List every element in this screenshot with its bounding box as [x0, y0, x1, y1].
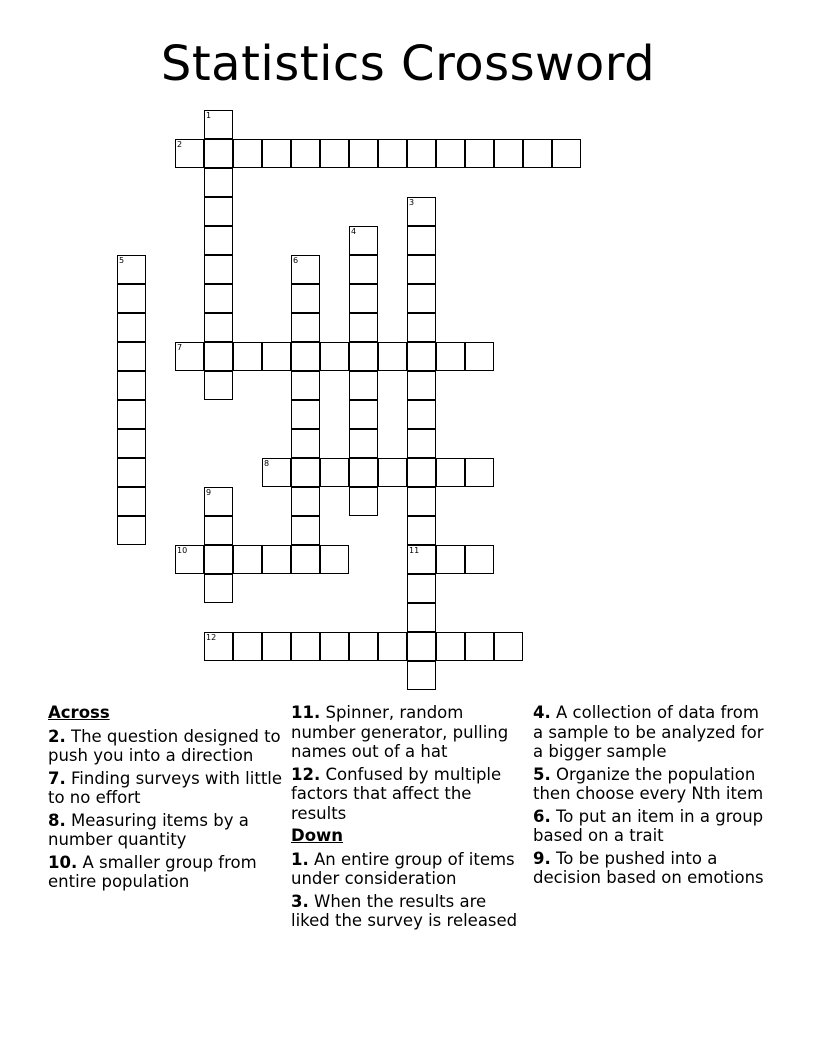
grid-cell [407, 371, 436, 400]
grid-cell [407, 458, 436, 487]
grid-cell [233, 632, 262, 661]
grid-cell [378, 342, 407, 371]
grid-cell [291, 632, 320, 661]
cell-number: 11 [409, 546, 420, 555]
grid-cell [349, 255, 378, 284]
grid-cell [320, 545, 349, 574]
clue-across-8 [48, 811, 284, 850]
grid-cell [262, 342, 291, 371]
grid-cell [117, 313, 146, 342]
clue-text: Finding surveys with little to no effort [48, 768, 283, 807]
grid-cell [291, 429, 320, 458]
clue-number: 5. [533, 764, 551, 784]
clue-text: Confused by multiple factors that affect the results [291, 764, 502, 823]
grid-cell [436, 632, 465, 661]
grid-cell [262, 545, 291, 574]
cell-number: 5 [119, 256, 125, 265]
cell-number: 6 [293, 256, 299, 265]
clue-across-12 [291, 765, 527, 824]
grid-cell [204, 487, 233, 516]
grid-cell [262, 632, 291, 661]
grid-cell [407, 545, 436, 574]
grid-cell [320, 139, 349, 168]
grid-cell [349, 400, 378, 429]
clue-down-5 [533, 765, 769, 804]
cell-number: 9 [206, 488, 212, 497]
grid-cell [291, 342, 320, 371]
grid-cell [407, 429, 436, 458]
grid-cell [407, 226, 436, 255]
clue-down-3 [291, 892, 527, 931]
grid-cell [378, 139, 407, 168]
across-heading: Across [48, 703, 110, 722]
grid-cell [465, 632, 494, 661]
grid-cell [291, 255, 320, 284]
grid-cell [233, 545, 262, 574]
grid-cell [349, 371, 378, 400]
grid-cell [349, 226, 378, 255]
grid-cell [407, 313, 436, 342]
grid-cell [407, 661, 436, 690]
clue-text: Organize the population then choose every Nth item [533, 764, 764, 803]
clue-number: 8. [48, 810, 66, 830]
clue-number: 1. [291, 849, 309, 869]
grid-cell [117, 487, 146, 516]
grid-cell [378, 632, 407, 661]
grid-cell [291, 313, 320, 342]
grid-cell [407, 139, 436, 168]
grid-cell [204, 168, 233, 197]
grid-cell [407, 342, 436, 371]
clue-number: 12. [291, 764, 321, 784]
grid-cell [552, 139, 581, 168]
grid-cell [407, 487, 436, 516]
grid-cell [291, 487, 320, 516]
grid-cell [291, 516, 320, 545]
grid-cell [465, 545, 494, 574]
clue-text: A smaller group from entire population [48, 852, 257, 891]
clue-text: When the results are liked the survey is released [291, 891, 518, 930]
grid-cell [465, 458, 494, 487]
cell-number: 10 [177, 546, 188, 555]
grid-cell [204, 545, 233, 574]
grid-cell [407, 516, 436, 545]
clue-number: 9. [533, 848, 551, 868]
grid-cell [378, 458, 407, 487]
grid-cell [204, 139, 233, 168]
grid-cell [204, 313, 233, 342]
grid-cell [349, 487, 378, 516]
grid-cell [349, 429, 378, 458]
grid-cell [204, 226, 233, 255]
clue-text: A collection of data from a sample to be analyzed for a bigger sample [533, 703, 764, 761]
clue-across-11 [291, 703, 527, 762]
grid-cell [407, 284, 436, 313]
grid-cell [262, 139, 291, 168]
grid-cell [204, 632, 233, 661]
grid-cell [117, 255, 146, 284]
grid-cell [204, 110, 233, 139]
grid-cell [204, 516, 233, 545]
grid-cell [349, 458, 378, 487]
clue-down-4 [533, 703, 769, 762]
clue-text: Measuring items by a number quantity [48, 810, 249, 849]
grid-cell [204, 197, 233, 226]
clue-text: Spinner, random number generator, pulling names out of a hat [291, 703, 509, 761]
cell-number: 12 [206, 633, 217, 642]
grid-cell [204, 342, 233, 371]
grid-cell [349, 139, 378, 168]
grid-cell [175, 545, 204, 574]
grid-cell [465, 139, 494, 168]
grid-cell [407, 197, 436, 226]
clue-number: 10. [48, 852, 78, 872]
grid-cell [320, 342, 349, 371]
clue-down-9 [533, 849, 769, 888]
grid-cell [349, 342, 378, 371]
grid-cell [407, 603, 436, 632]
clue-text: To be pushed into a decision based on emotions [533, 848, 764, 887]
cell-number: 7 [177, 343, 183, 352]
grid-cell [262, 458, 291, 487]
grid-cell [407, 255, 436, 284]
grid-cell [291, 458, 320, 487]
cell-number: 3 [409, 198, 415, 207]
cell-number: 4 [351, 227, 357, 236]
grid-cell [494, 139, 523, 168]
clue-number: 4. [533, 703, 551, 722]
grid-cell [291, 400, 320, 429]
grid-cell [291, 371, 320, 400]
grid-cell [523, 139, 552, 168]
clue-down-1 [291, 850, 527, 889]
grid-cell [349, 284, 378, 313]
grid-cell [233, 139, 262, 168]
grid-cell [204, 371, 233, 400]
cell-number: 1 [206, 111, 212, 120]
clue-number: 2. [48, 726, 66, 746]
clue-number: 3. [291, 891, 309, 911]
clue-across-2 [48, 727, 284, 766]
grid-cell [233, 342, 262, 371]
grid-cell [204, 284, 233, 313]
grid-cell [436, 342, 465, 371]
grid-cell [291, 139, 320, 168]
grid-cell [407, 574, 436, 603]
grid-cell [175, 139, 204, 168]
grid-cell [204, 574, 233, 603]
grid-cell [117, 429, 146, 458]
grid-cell [175, 342, 204, 371]
clue-across-10 [48, 853, 284, 892]
page-title: Statistics Crossword [160, 36, 656, 92]
grid-cell [204, 255, 233, 284]
clue-text: An entire group of items under consideration [291, 849, 515, 888]
grid-cell [117, 284, 146, 313]
clue-across-7 [48, 769, 284, 808]
grid-cell [436, 139, 465, 168]
grid-cell [436, 545, 465, 574]
clue-number: 7. [48, 768, 66, 788]
clue-number: 6. [533, 806, 551, 826]
grid-cell [349, 632, 378, 661]
grid-cell [291, 284, 320, 313]
grid-cell [349, 313, 378, 342]
clue-number: 11. [291, 703, 321, 722]
grid-cell [117, 342, 146, 371]
grid-cell [465, 342, 494, 371]
clue-column-3 [533, 703, 769, 891]
clue-down-6 [533, 807, 769, 846]
clue-text: The question designed to push you into a direction [48, 726, 281, 765]
grid-cell [117, 458, 146, 487]
grid-cell [117, 371, 146, 400]
down-heading: Down [291, 826, 344, 845]
grid-cell [436, 458, 465, 487]
grid-cell [407, 400, 436, 429]
grid-cell [494, 632, 523, 661]
grid-cell [320, 632, 349, 661]
grid-cell [320, 458, 349, 487]
clue-column-1 [48, 703, 284, 895]
grid-cell [117, 400, 146, 429]
grid-cell [117, 516, 146, 545]
clue-text: To put an item in a group based on a trait [533, 806, 764, 845]
cell-number: 2 [177, 140, 183, 149]
clue-column-2 [291, 703, 527, 934]
grid-cell [407, 632, 436, 661]
grid-cell [291, 545, 320, 574]
cell-number: 8 [264, 459, 270, 468]
